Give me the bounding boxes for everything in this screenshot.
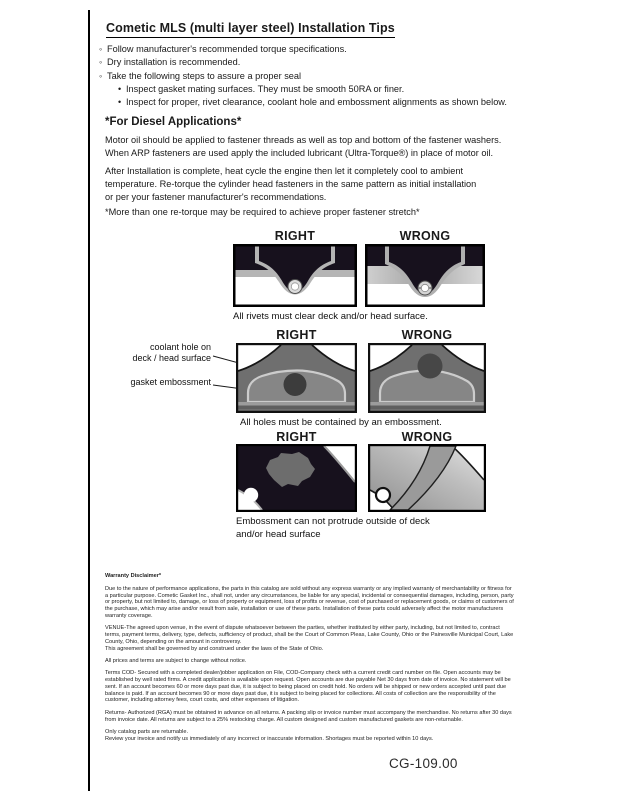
tip-text: Inspect for proper, rivet clearance, coolant hole and embossment alignments as shown below. [126, 97, 507, 108]
row3-wrong-label: WRONG [401, 430, 453, 444]
circle-bullet-icon: ◦ [99, 44, 103, 54]
retorque-paragraph [105, 165, 476, 205]
row1-right-label: RIGHT [274, 229, 316, 243]
left-margin-rule [88, 10, 90, 791]
text-line: When ARP fasteners are used apply the included lubricant (Ultra-Torque®) in place of motor oil. [105, 148, 494, 159]
list-item [118, 96, 569, 109]
row1-caption: All rivets must clear deck and/or head surface. [233, 311, 428, 322]
row2-wrong-label: WRONG [401, 328, 453, 342]
venue-paragraph-2: This agreement shall be governed by and construed under the laws of the State of Ohio. [105, 645, 324, 652]
row1-wrong-label: WRONG [399, 229, 451, 243]
rivet-right-diagram [233, 244, 357, 307]
returns-paragraph: Returns- Authorized (RGA) must be obtained in advance on all returns. A packing slip or invoice number must accompany the merchandise. No returns after 30 days from invoice date. All returns are subject to a 25% restocking charge. All custom designed and custom manufactured gaskets are non-returnable. [105, 709, 512, 723]
list-item [99, 70, 569, 83]
tip-text: Follow manufacturer's recommended torque specifications. [107, 44, 347, 54]
tip-text: Dry installation is recommended. [107, 57, 241, 68]
row3-right-label: RIGHT [276, 430, 317, 444]
row2-caption: All holes must be contained by an embossment. [240, 417, 442, 428]
tip-text: Take the following steps to assure a proper seal [107, 70, 302, 81]
page-title: Cometic MLS (multi layer steel) Installation Tips [106, 21, 395, 38]
warranty-heading: Warranty Disclaimer* [105, 573, 162, 579]
prices-paragraph: All prices and terms are subject to change without notice. [105, 657, 247, 664]
protrusion-right-diagram [236, 444, 357, 512]
circle-bullet-icon: ◦ [99, 57, 103, 68]
diesel-paragraph-1 [105, 134, 501, 160]
circle-bullet-icon: ◦ [99, 70, 103, 81]
list-item [99, 43, 569, 56]
warranty-disclaimer-section [105, 573, 514, 748]
protrusion-wrong-diagram [368, 444, 486, 512]
dot-bullet-icon: • [118, 97, 122, 108]
caption-line: Embossment can not protrude outside of deck [236, 516, 430, 527]
text-line: After Installation is complete, heat cycle the engine then let it completely cool to ambient [105, 166, 463, 176]
page-code: CG-109.00 [389, 756, 458, 771]
list-item [99, 56, 569, 69]
terms-paragraph: Terms COD- Secured with a completed dealer/jobber application on File, COD-Company check with a current credit card number on file. Open accounts may be established by well rated firms. A credit application is available upon request. Open accounts are due payable Net 30 days from date of invoice. No statement will be sent. If an account becomes 60 or more days past due, it is subject to being placed on credit hold. No orders will be shipped or new orders accepted until past due balance is paid. If an account becomes 90 or more days past due, it is subject to being placed for collections. All costs of collection are the responsibility of the customer, including attorney fees, court costs, and other expenses of litigation. [105, 670, 511, 704]
warranty-paragraph: Due to the nature of performance applications, the parts in this catalog are sold without any express warranty or any implied warranty of merchantability or fitness for a particular purpose. Cometic Gasket Inc., shall not, under any circumstances, be liable for any special, incidental or consequential damages, including, person, party or property, but not limited to, damage, or loss of property or equipment, loss of profits or revenue, cost of purchased or replacement goods, or claims of customers of the purchase, which may arise and/or result from sale, installation or use of these parts. Installation of these parts could adversely affect the motor manufacturers warranty coverage. [105, 585, 514, 619]
row3-caption [236, 516, 430, 541]
embossment-right-diagram [236, 343, 357, 413]
dot-bullet-icon: • [118, 83, 122, 94]
list-item [118, 83, 569, 96]
embossment-wrong-diagram [368, 343, 486, 413]
text-line: Motor oil should be applied to fastener threads as well as top and bottom of the fastener washers. [105, 135, 502, 145]
text-line: or per your fastener manufacturer's recommendations. [105, 192, 327, 203]
review-paragraph: Review your invoice and notify us immediately of any incorrect or inaccurate information. Shortages must be reported within 10 days. [105, 735, 434, 742]
annotation-line: deck / head surface [132, 352, 211, 363]
diesel-heading: *For Diesel Applications* [105, 116, 242, 128]
annotation-line: coolant hole on [149, 342, 211, 352]
caption-line: and/or head surface [236, 528, 321, 540]
retorque-note: *More than one re-torque may be required to achieve proper fastener stretch* [105, 207, 420, 217]
gasket-embossment-annotation: gasket embossment [130, 377, 211, 387]
tip-text: Inspect gasket mating surfaces. They must be smooth 50RA or finer. [126, 83, 405, 94]
text-line: temperature. Re-torque the cylinder head fasteners in the same pattern as initial installation [105, 179, 477, 190]
rivet-wrong-diagram [365, 244, 485, 307]
row2-right-label: RIGHT [276, 328, 317, 342]
tips-list [99, 43, 569, 109]
venue-paragraph: VENUE-The agreed upon venue, in the event of dispute whatsoever between the parties, whether instituted by either party, including, but not limited to, contract terms, payment terms, delivery, type, defects, sufficiency of product, shall be the Court of Common Pleas, Lake County, Ohio or the Painesville Municipal Court, Lake County, Ohio, depending on the amount in controversy. [105, 625, 514, 645]
catalog-paragraph: Only catalog parts are returnable. [105, 728, 189, 735]
